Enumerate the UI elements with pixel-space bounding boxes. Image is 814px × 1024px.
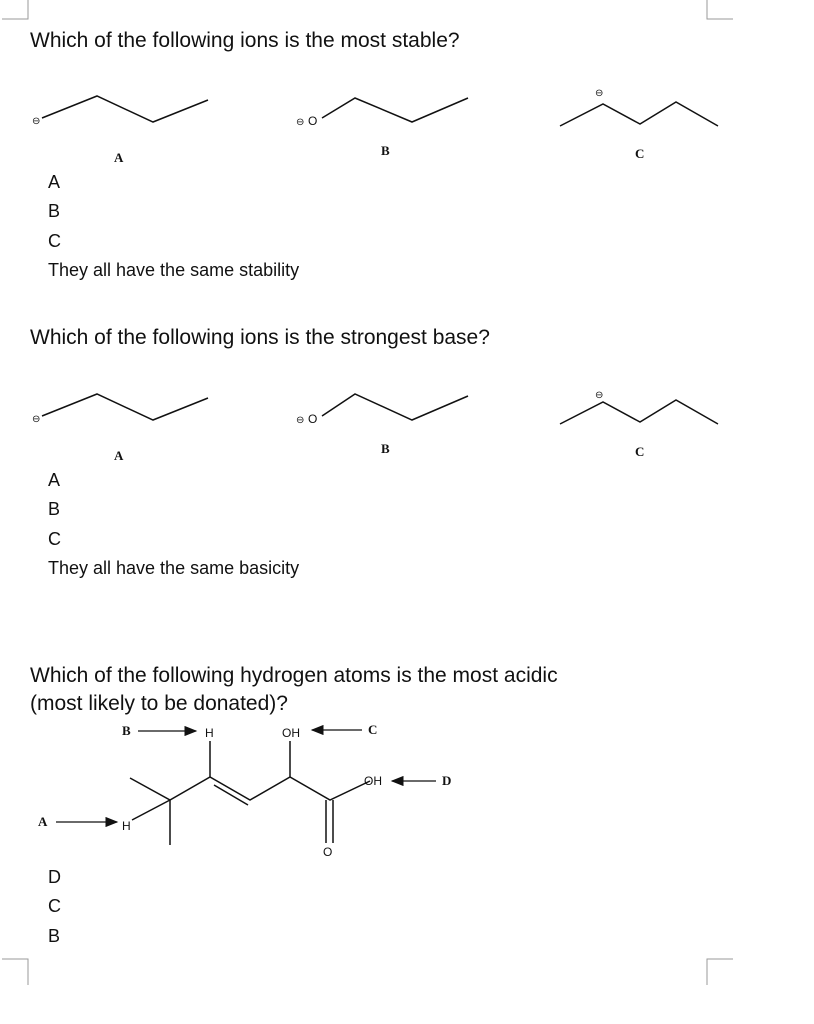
- question-3-text-line-2: (most likely to be donated)?: [30, 692, 288, 715]
- crop-mark-top-left: [2, 0, 28, 19]
- q2-option-d[interactable]: They all have the same basicity: [48, 558, 300, 578]
- negative-charge-icon: ⊖: [32, 116, 41, 127]
- arrow-label-b: B: [122, 723, 131, 738]
- arrow-label-d: D: [442, 773, 452, 788]
- q2-option-c[interactable]: C: [48, 529, 61, 549]
- structure-label-c: C: [635, 444, 645, 459]
- crop-mark-bottom-left: [2, 959, 28, 985]
- q1-option-b[interactable]: B: [48, 201, 61, 221]
- q1-option-d[interactable]: They all have the same stability: [48, 260, 300, 280]
- structure-label-b: B: [381, 441, 390, 456]
- q1-structures: [0, 80, 814, 230]
- oxygen-atom: O: [308, 114, 318, 128]
- q3-structure: [0, 715, 814, 875]
- negative-charge-icon: ⊖: [595, 88, 604, 99]
- structure-c: [560, 88, 718, 126]
- oxygen-atom: O: [308, 412, 318, 426]
- q2-option-a[interactable]: A: [48, 470, 61, 490]
- q2-option-b[interactable]: B: [48, 499, 61, 519]
- q1-option-a[interactable]: A: [48, 172, 61, 192]
- carbonyl-oxygen: O: [323, 845, 333, 859]
- negative-charge-icon: ⊖: [296, 415, 305, 426]
- negative-charge-icon: ⊖: [32, 414, 41, 425]
- hydrogen-b: H: [205, 726, 214, 740]
- structure-c: [560, 390, 718, 424]
- hydroxyl-c: OH: [282, 726, 300, 740]
- structure-a: [32, 96, 208, 127]
- structure-b: [296, 98, 468, 128]
- question-2-text: Which of the following ions is the strongest base?: [30, 326, 490, 349]
- crop-mark-top-right: [707, 0, 733, 19]
- arrow-label-a: A: [38, 814, 48, 829]
- crop-mark-bottom-right: [707, 959, 733, 985]
- hydroxyl-d: OH: [364, 774, 382, 788]
- structure-label-a: A: [114, 448, 124, 463]
- q1-option-c[interactable]: C: [48, 231, 61, 251]
- structure-label-a: A: [114, 150, 124, 165]
- structure-label-b: B: [381, 143, 390, 158]
- carbon-skeleton: [130, 777, 370, 800]
- question-3-text-line-1: Which of the following hydrogen atoms is the most acidic: [30, 664, 558, 687]
- structure-a: [32, 394, 208, 425]
- q2-structures: [0, 378, 814, 528]
- q3-option-b[interactable]: B: [48, 926, 61, 946]
- negative-charge-icon: ⊖: [595, 390, 604, 401]
- q3-option-d[interactable]: D: [48, 867, 61, 887]
- arrow-label-c: C: [368, 722, 378, 737]
- hydrogen-a: H: [122, 819, 131, 833]
- q3-option-c[interactable]: C: [48, 896, 61, 916]
- question-1-text: Which of the following ions is the most stable?: [30, 29, 460, 52]
- structure-label-c: C: [635, 146, 645, 161]
- negative-charge-icon: ⊖: [296, 117, 305, 128]
- structure-b: [296, 394, 468, 426]
